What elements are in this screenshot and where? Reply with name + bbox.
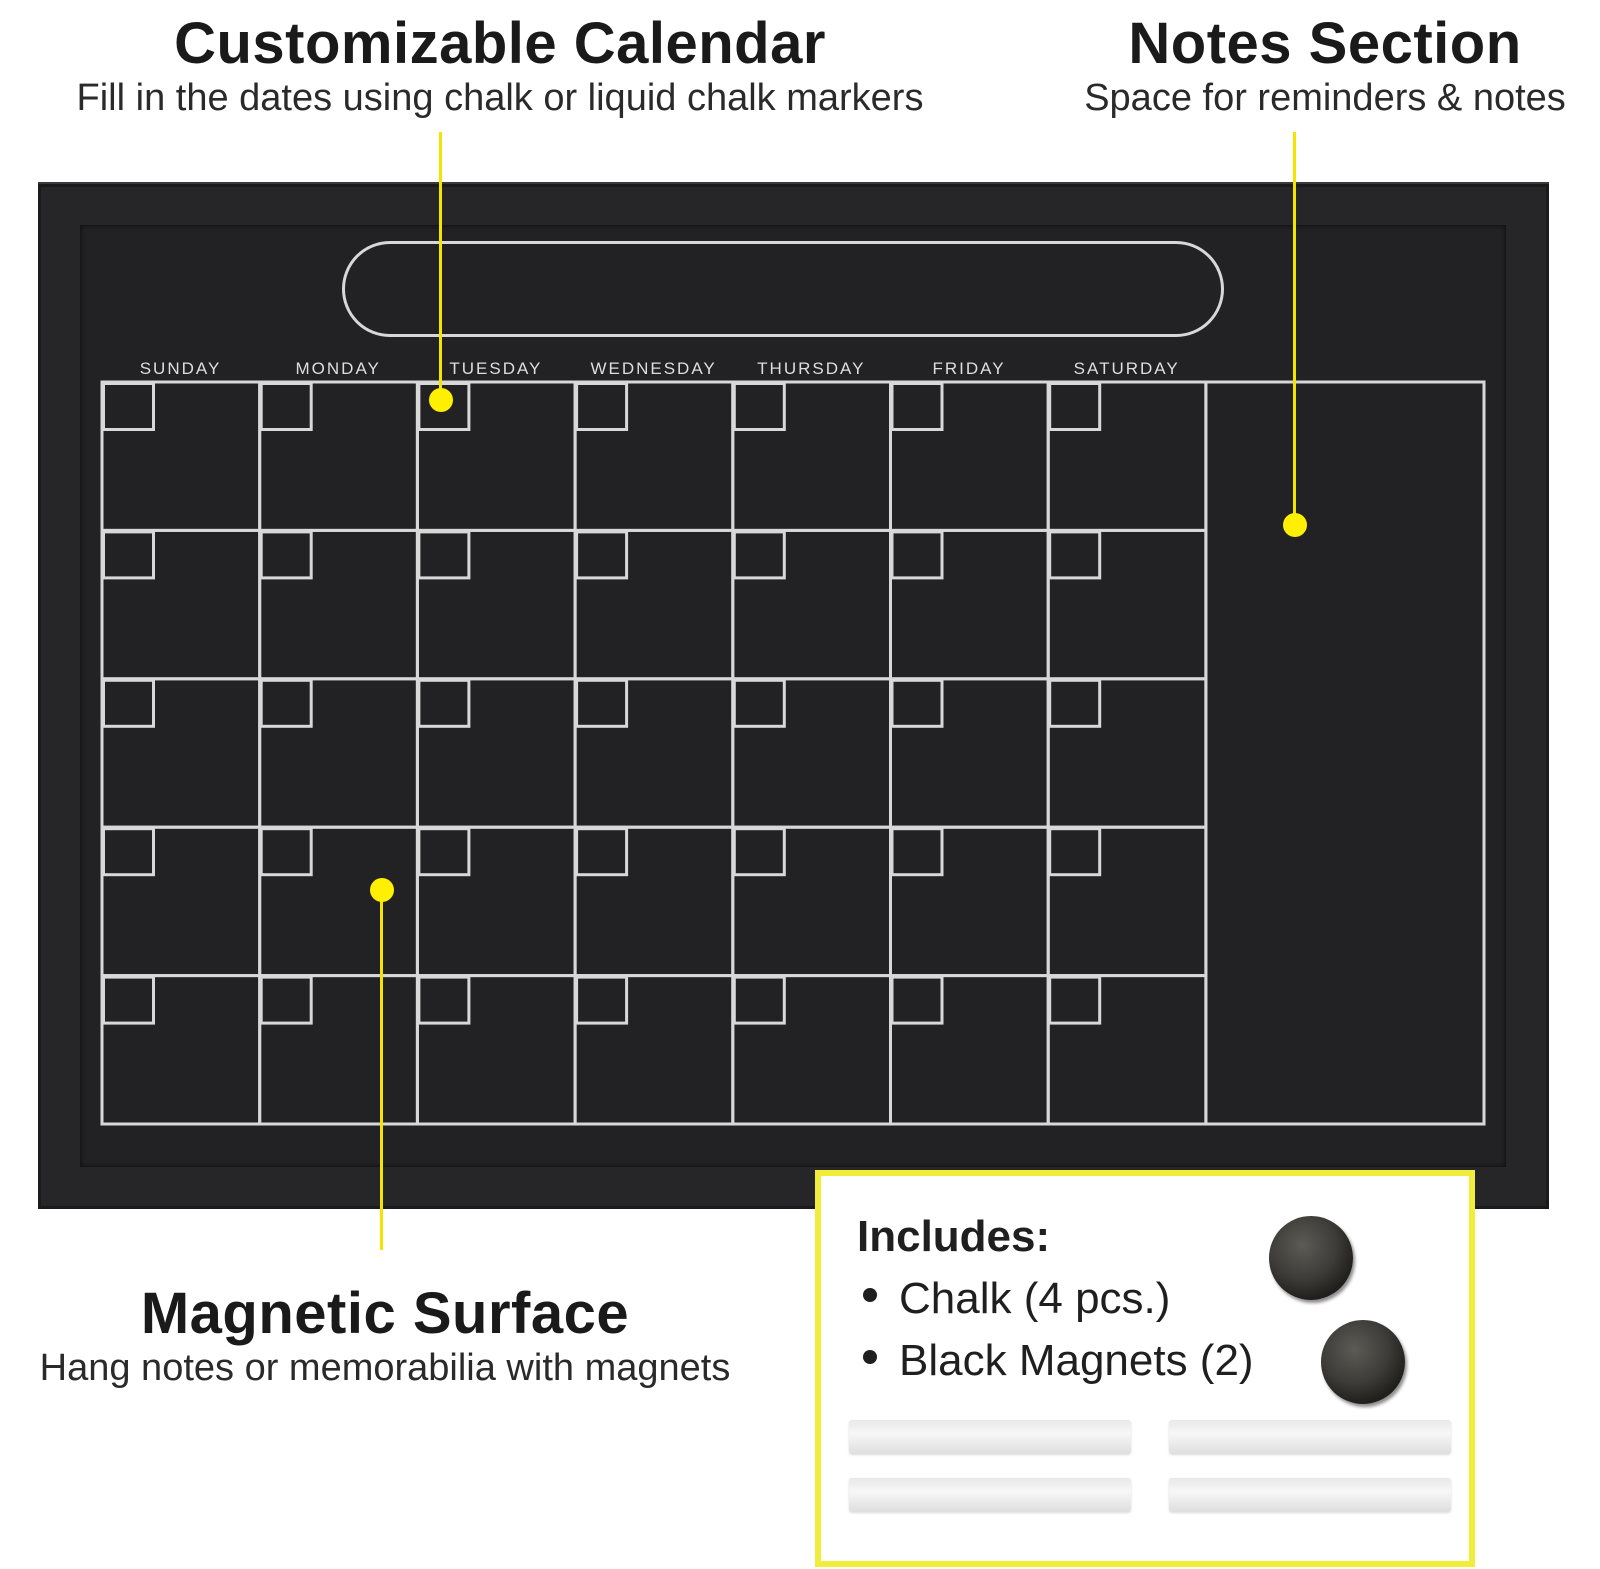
date-box <box>892 384 942 430</box>
calendar-callout-title: Customizable Calendar <box>174 11 826 76</box>
notes-callout <box>1060 12 1590 120</box>
day-cell <box>260 530 418 678</box>
date-box <box>734 384 784 430</box>
day-cell <box>733 976 891 1124</box>
date-box <box>734 532 784 578</box>
date-box <box>734 829 784 875</box>
weekday-label-sunday: SUNDAY <box>139 359 222 378</box>
day-cell <box>260 679 418 827</box>
chalk-stick-icon <box>1169 1478 1451 1512</box>
day-cell <box>417 976 575 1124</box>
date-box <box>577 680 627 726</box>
date-box <box>261 977 311 1023</box>
date-box <box>1050 680 1100 726</box>
date-box <box>577 977 627 1023</box>
date-box <box>104 829 154 875</box>
date-box <box>261 829 311 875</box>
day-cell <box>891 679 1049 827</box>
day-cell <box>1048 530 1206 678</box>
day-cell <box>891 382 1049 530</box>
includes-title: Includes: <box>857 1212 1051 1261</box>
day-cell <box>260 827 418 975</box>
bullet-icon <box>863 1350 877 1364</box>
day-cell <box>102 382 260 530</box>
chalk-stick-icon <box>849 1478 1131 1512</box>
day-cell <box>102 530 260 678</box>
pointer-dot-icon <box>1283 513 1307 537</box>
date-box <box>419 680 469 726</box>
date-box <box>1050 829 1100 875</box>
magnetic-callout-title: Magnetic Surface <box>140 1281 630 1346</box>
date-box <box>892 829 942 875</box>
board-frame <box>38 182 1549 1209</box>
day-cell <box>733 530 891 678</box>
bullet-icon <box>863 1288 877 1302</box>
day-cell <box>417 530 575 678</box>
includes-item-label: Black Magnets (2) <box>899 1336 1254 1385</box>
date-box <box>261 384 311 430</box>
date-box <box>261 532 311 578</box>
day-cell <box>575 530 733 678</box>
date-box <box>419 829 469 875</box>
date-box <box>577 384 627 430</box>
day-cell <box>1048 976 1206 1124</box>
weekday-label-tuesday: TUESDAY <box>449 359 543 378</box>
calendar-callout <box>40 12 960 120</box>
calendar-callout-line <box>439 132 442 400</box>
day-cell <box>733 382 891 530</box>
date-box <box>1050 532 1100 578</box>
includes-item-label: Chalk (4 pcs.) <box>899 1274 1171 1323</box>
date-box <box>892 977 942 1023</box>
day-cell <box>260 382 418 530</box>
weekday-label-thursday: THURSDAY <box>757 359 866 378</box>
weekday-label-saturday: SATURDAY <box>1073 359 1180 378</box>
date-box <box>577 532 627 578</box>
pointer-dot-icon <box>370 878 394 902</box>
date-box <box>419 532 469 578</box>
calendar-outer-border <box>102 382 1484 1124</box>
magnet-icon <box>1321 1320 1405 1404</box>
day-cell <box>891 827 1049 975</box>
day-cell <box>1048 827 1206 975</box>
day-cell <box>260 976 418 1124</box>
date-box <box>1050 384 1100 430</box>
day-cell <box>417 679 575 827</box>
day-cell <box>733 827 891 975</box>
date-box <box>892 532 942 578</box>
date-box <box>1050 977 1100 1023</box>
date-box <box>104 680 154 726</box>
chalk-stick-icon <box>1169 1420 1451 1454</box>
day-cell <box>102 679 260 827</box>
day-cell <box>891 530 1049 678</box>
weekday-label-wednesday: WEDNESDAY <box>590 359 717 378</box>
includes-item <box>857 1336 1254 1386</box>
includes-item <box>857 1274 1170 1324</box>
magnetic-callout <box>0 1282 770 1390</box>
chalk-stick-icon <box>849 1420 1131 1454</box>
date-box <box>104 977 154 1023</box>
day-cell <box>102 976 260 1124</box>
date-box <box>734 680 784 726</box>
day-cell <box>575 679 733 827</box>
notes-callout-line <box>1293 132 1296 524</box>
notes-callout-title: Notes Section <box>1128 11 1522 76</box>
date-box <box>577 829 627 875</box>
weekday-label-friday: FRIDAY <box>932 359 1006 378</box>
notes-callout-subtitle: Space for reminders & notes <box>1084 77 1566 119</box>
magnetic-callout-line <box>380 890 383 1250</box>
includes-box <box>815 1170 1475 1567</box>
day-cell <box>733 679 891 827</box>
day-cell <box>575 382 733 530</box>
day-cell <box>575 976 733 1124</box>
day-cell <box>891 976 1049 1124</box>
day-cell <box>1048 382 1206 530</box>
date-box <box>261 680 311 726</box>
notes-section-panel <box>1206 382 1484 1124</box>
date-box <box>734 977 784 1023</box>
date-box <box>419 977 469 1023</box>
date-box <box>104 532 154 578</box>
day-cell <box>575 827 733 975</box>
pointer-dot-icon <box>429 388 453 412</box>
magnetic-callout-subtitle: Hang notes or memorabilia with magnets <box>39 1347 731 1389</box>
day-cell <box>417 827 575 975</box>
calendar-callout-subtitle: Fill in the dates using chalk or liquid chalk markers <box>76 77 924 119</box>
date-box <box>892 680 942 726</box>
day-cell <box>1048 679 1206 827</box>
day-cell <box>102 827 260 975</box>
date-box <box>104 384 154 430</box>
weekday-label-monday: MONDAY <box>295 359 381 378</box>
magnet-icon <box>1269 1216 1353 1300</box>
